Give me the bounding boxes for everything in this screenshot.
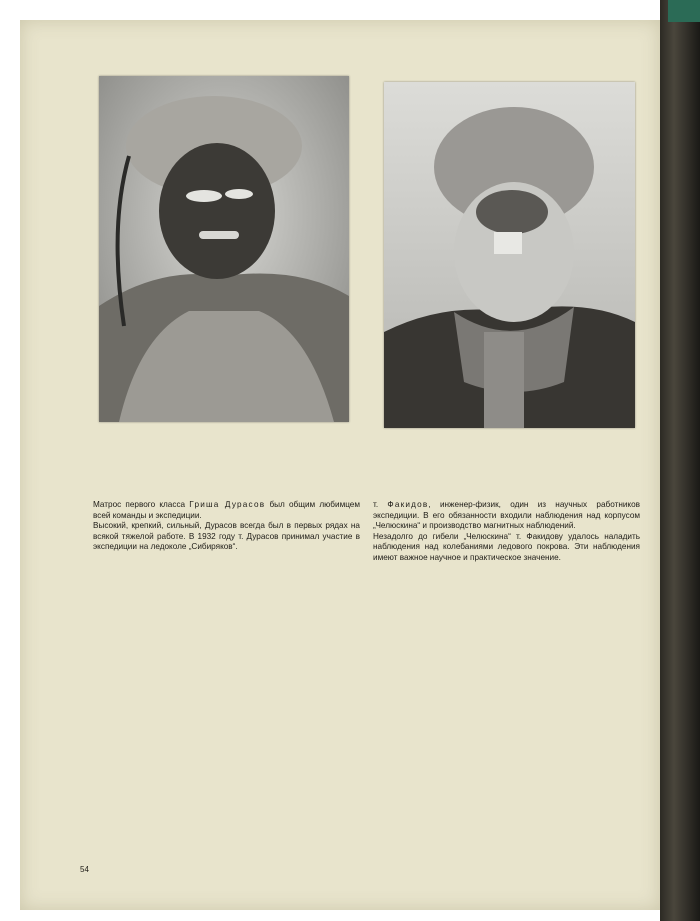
person-name: Гриша Дурасов: [189, 500, 266, 509]
photo-fakidov: [384, 82, 635, 428]
caption-text: т.: [373, 500, 388, 509]
caption-fakidov: [373, 500, 640, 564]
caption-fakidov-paragraph-2: Незадолго до гибели „Челюскина“ т. Факидову удалось наладить наблюдения над колебаниями ледового покрова. Эти наблюдения имеют важное научное и практическое значение.: [373, 531, 640, 562]
caption-text: был общим любимцем всей команды и экспедиции.: [93, 500, 360, 520]
caption-durasov: [93, 500, 360, 553]
photo-durasov: [99, 76, 349, 422]
caption-fakidov-paragraph-1: [373, 500, 640, 532]
caption-durasov-paragraph-2: Высокий, крепкий, сильный, Дурасов всегда был в первых рядах на всякой тяжелой работе. В 1932 году т. Дурасов принимал участие в экспедиции на ледоколе „Сибиряков“.: [93, 521, 360, 552]
book-binding: [660, 0, 700, 921]
caption-text: Матрос первого класса: [93, 500, 190, 509]
caption-text: , инженер-физик, один из научных работников экспедиции. В его обязанности входили наблюдения над корпусом „Челюскина“ и производство магнитных наблюдений.: [373, 500, 640, 531]
binding-tab: [668, 0, 700, 22]
person-name: Факидов: [387, 500, 429, 509]
page-number: 54: [80, 865, 89, 874]
book-page: [20, 20, 660, 910]
caption-durasov-paragraph-1: [93, 500, 360, 521]
